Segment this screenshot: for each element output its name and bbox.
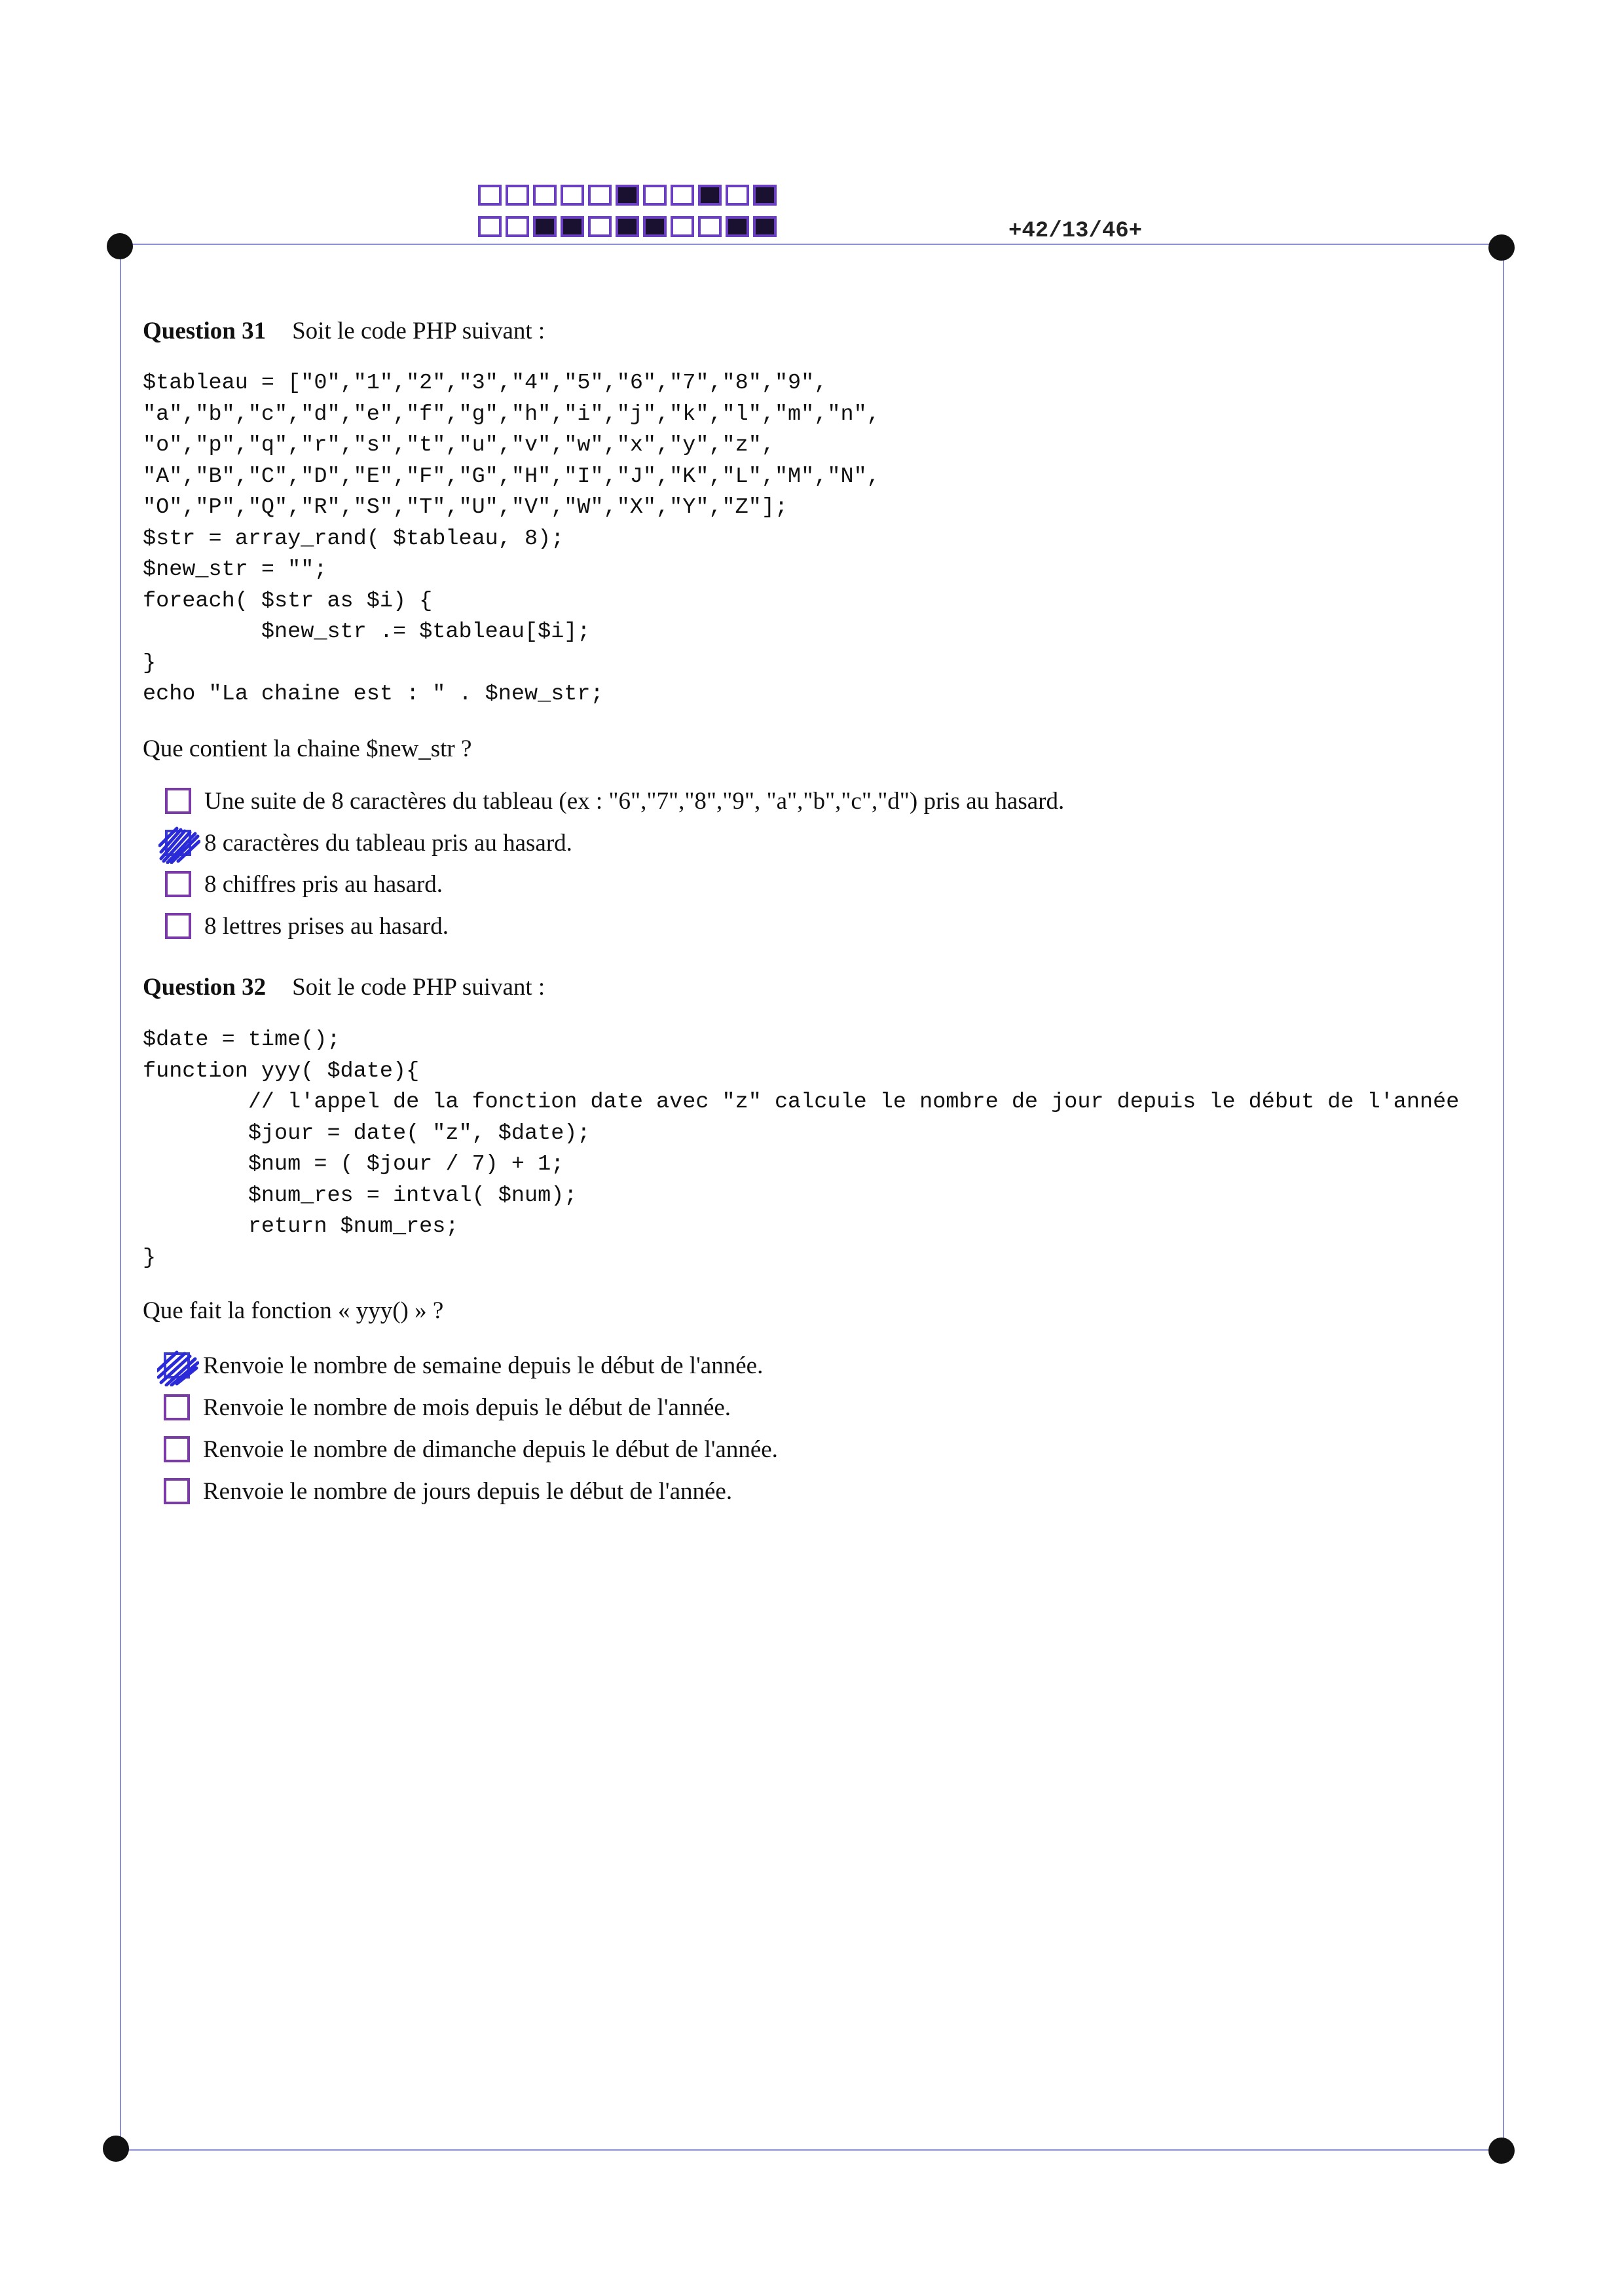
question-31-title <box>143 317 545 345</box>
q32-answer-3-text: Renvoie le nombre de dimanche depuis le début de l'année. <box>203 1435 778 1463</box>
barcode-cell <box>643 185 667 206</box>
pen-mark-icon <box>157 1348 199 1386</box>
barcode-cell <box>671 185 694 206</box>
barcode-cell <box>726 216 749 237</box>
question-31-intro: Soit le code PHP suivant : <box>292 318 545 344</box>
q32-answer-4-checkbox[interactable] <box>164 1478 190 1504</box>
barcode-cell <box>753 216 777 237</box>
barcode-cell <box>506 185 529 206</box>
barcode-cell <box>588 185 612 206</box>
q31-answer-1-checkbox[interactable] <box>165 788 191 814</box>
q31-answer-3-text: 8 chiffres pris au hasard. <box>204 870 443 898</box>
q31-answer-2[interactable] <box>165 823 572 862</box>
q32-answer-3-checkbox[interactable] <box>164 1436 190 1462</box>
barcode-cell <box>533 185 557 206</box>
q31-answer-4-text: 8 lettres prises au hasard. <box>204 912 449 940</box>
page-id: +42/13/46+ <box>1008 219 1143 244</box>
q32-answer-4-text: Renvoie le nombre de jours depuis le début de l'année. <box>203 1477 733 1505</box>
barcode-cell <box>616 216 639 237</box>
corner-mark-bottom-left <box>103 2136 129 2162</box>
barcode-cell <box>561 216 584 237</box>
barcode-cell <box>478 216 502 237</box>
barcode-cell <box>698 216 722 237</box>
q32-answer-4[interactable] <box>164 1472 732 1511</box>
question-32-prompt: Que fait la fonction « yyy() » ? <box>143 1297 444 1324</box>
barcode-cell <box>506 216 529 237</box>
q32-answer-2-text: Renvoie le nombre de mois depuis le début de l'année. <box>203 1394 731 1421</box>
barcode-cell <box>643 216 667 237</box>
q32-answer-2-checkbox[interactable] <box>164 1394 190 1420</box>
barcode-row-2 <box>478 216 781 237</box>
corner-mark-top-left <box>107 233 133 259</box>
q32-answer-1[interactable] <box>164 1346 763 1385</box>
q31-answer-3-checkbox[interactable] <box>165 871 191 897</box>
question-31-code: $tableau = ["0","1","2","3","4","5","6","7","8","9", "a","b","c","d","e","f","g","h","i","j","k","l","m","n", "o","p","q","r","s","t","u","v","w","x","y","z", "A","B","C","D","E","F","G","H","I","J","K","L","M","N", "O","P","Q","R","S","T","U","V","W","X","Y","Z"]; $str = array_rand( $tableau, 8); $new_str = ""; foreach( $str as $i) { $new_str .= $tableau[$i]; } echo "La chaine est : " . $new_str; <box>143 371 880 707</box>
barcode-cell <box>671 216 694 237</box>
q31-answer-2-text: 8 caractères du tableau pris au hasard. <box>204 829 572 857</box>
barcode-cell <box>616 185 639 206</box>
question-32-label: Question 32 <box>143 974 267 1001</box>
barcode-row-1 <box>478 185 781 206</box>
q32-answer-1-text: Renvoie le nombre de semaine depuis le début de l'année. <box>203 1352 764 1379</box>
q31-answer-2-checkbox[interactable] <box>165 830 191 856</box>
q31-answer-4-checkbox[interactable] <box>165 913 191 939</box>
q32-answer-2[interactable] <box>164 1388 731 1427</box>
q31-answer-4[interactable] <box>165 906 449 946</box>
corner-mark-top-right <box>1488 234 1515 261</box>
barcode-cell <box>561 185 584 206</box>
q31-answer-1[interactable] <box>165 781 1064 821</box>
question-32-title <box>143 973 545 1001</box>
corner-mark-bottom-right <box>1488 2138 1515 2164</box>
question-32-intro: Soit le code PHP suivant : <box>292 974 545 1001</box>
question-31-label: Question 31 <box>143 318 267 344</box>
barcode-cell <box>478 185 502 206</box>
q31-answer-3[interactable] <box>165 864 443 904</box>
question-32-code: $date = time(); function yyy( $date){ // l'appel de la fonction date avec "z" calcule le nombre de jour depuis le début de l'année $jour = date( "z", $date); $num = ( $jour / 7) + 1; $num_res = intval( $num); return $num_res; } <box>143 1028 1460 1270</box>
q32-answer-3[interactable] <box>164 1430 778 1469</box>
q32-answer-1-checkbox[interactable] <box>164 1352 190 1379</box>
barcode-cell <box>533 216 557 237</box>
barcode-cell <box>753 185 777 206</box>
q31-answer-1-text: Une suite de 8 caractères du tableau (ex : "6","7","8","9", "a","b","c","d") pris au hasard. <box>204 787 1065 815</box>
barcode-cell <box>698 185 722 206</box>
question-31-prompt: Que contient la chaine $new_str ? <box>143 735 472 762</box>
pen-mark-icon <box>158 826 200 864</box>
barcode-cell <box>588 216 612 237</box>
barcode-cell <box>726 185 749 206</box>
